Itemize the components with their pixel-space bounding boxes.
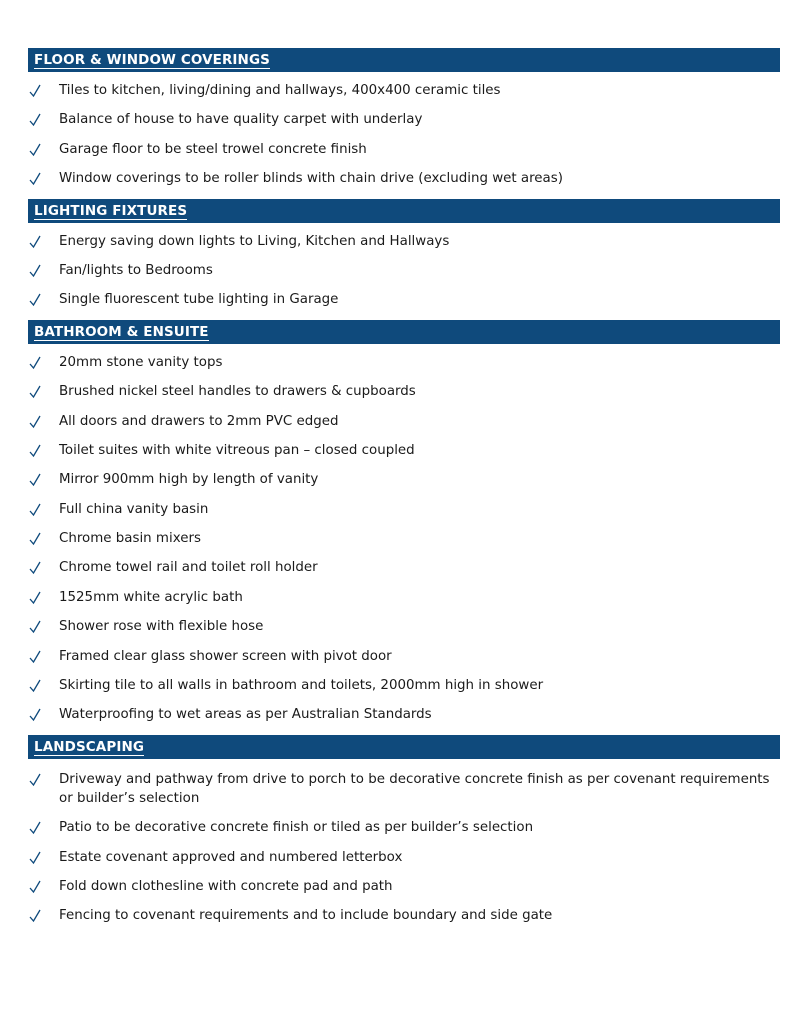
item-text: Estate covenant approved and numbered letterbox xyxy=(59,849,403,865)
check-icon xyxy=(28,141,42,157)
list-item xyxy=(28,412,780,431)
item-text: Tiles to kitchen, living/dining and hallways, 400x400 ceramic tiles xyxy=(59,83,501,98)
list-item xyxy=(28,588,780,607)
section-title: LANDSCAPING xyxy=(34,738,145,755)
list-item xyxy=(28,647,780,666)
check-icon xyxy=(28,262,42,278)
check-icon xyxy=(28,648,42,664)
list-item xyxy=(28,877,780,896)
check-icon xyxy=(28,383,42,399)
list-item xyxy=(28,353,780,372)
check-icon xyxy=(28,530,42,546)
check-icon xyxy=(28,233,42,249)
check-icon xyxy=(28,413,42,429)
check-icon xyxy=(28,849,42,865)
section-floor-window-coverings xyxy=(28,48,780,188)
check-icon xyxy=(28,589,42,605)
check-icon xyxy=(28,878,42,894)
section-lighting-fixtures xyxy=(28,199,780,310)
section-title: BATHROOM & ENSUITE xyxy=(34,323,209,340)
item-text: Mirror 900mm high by length of vanity xyxy=(59,472,319,488)
list-item xyxy=(28,169,780,188)
item-text: Fan/lights to Bedrooms xyxy=(59,262,213,278)
list-item xyxy=(28,770,780,808)
list-item xyxy=(28,290,780,309)
check-icon xyxy=(28,354,42,370)
list-item xyxy=(28,848,780,867)
list-item xyxy=(28,558,780,577)
item-text: Toilet suites with white vitreous pan – closed coupled xyxy=(59,442,415,458)
list-item xyxy=(28,470,780,489)
item-text: Waterproofing to wet areas as per Australian Standards xyxy=(59,707,432,723)
check-icon xyxy=(28,907,42,923)
item-text: Full china vanity basin xyxy=(59,501,209,517)
list-item xyxy=(28,705,780,724)
item-text: Skirting tile to all walls in bathroom and toilets, 2000mm high in shower xyxy=(59,678,544,694)
list-item xyxy=(28,529,780,548)
section-landscaping xyxy=(28,735,780,926)
item-text: All doors and drawers to 2mm PVC edged xyxy=(59,413,339,429)
check-icon xyxy=(28,82,42,98)
check-icon xyxy=(28,501,42,517)
item-text: Shower rose with flexible hose xyxy=(59,619,264,635)
item-text: Patio to be decorative concrete finish or tiled as per builder’s selection xyxy=(59,820,534,836)
item-text: Driveway and pathway from drive to porch to be decorative concrete finish as per covenant requirements or builder’s selection xyxy=(59,771,770,806)
list-item xyxy=(28,382,780,401)
check-icon xyxy=(28,471,42,487)
item-text: Fold down clothesline with concrete pad and path xyxy=(59,878,393,894)
list-item xyxy=(28,500,780,519)
check-icon xyxy=(28,559,42,575)
item-text: Single fluorescent tube lighting in Garage xyxy=(59,292,339,308)
list-item xyxy=(28,110,780,129)
section-title: FLOOR & WINDOW COVERINGS xyxy=(34,52,270,68)
item-list xyxy=(28,353,780,725)
list-item xyxy=(28,818,780,837)
list-item xyxy=(28,441,780,460)
item-text: Chrome towel rail and toilet roll holder xyxy=(59,560,318,576)
section-title: LIGHTING FIXTURES xyxy=(34,202,188,219)
section-header xyxy=(28,320,780,344)
check-icon xyxy=(28,170,42,186)
item-list xyxy=(28,81,780,188)
check-icon xyxy=(28,706,42,722)
item-list xyxy=(28,232,780,310)
check-icon xyxy=(28,618,42,634)
check-icon xyxy=(28,291,42,307)
check-icon xyxy=(28,677,42,693)
check-icon xyxy=(28,819,42,835)
item-text: 20mm stone vanity tops xyxy=(59,354,223,370)
item-list xyxy=(28,770,780,926)
item-text: Brushed nickel steel handles to drawers & cupboards xyxy=(59,384,416,400)
item-text: Energy saving down lights to Living, Kitchen and Hallways xyxy=(59,233,450,249)
item-text: Balance of house to have quality carpet with underlay xyxy=(59,112,423,128)
list-item xyxy=(28,232,780,251)
item-text: 1525mm white acrylic bath xyxy=(59,589,243,605)
item-text: Framed clear glass shower screen with pivot door xyxy=(59,648,392,664)
section-header xyxy=(28,199,780,223)
check-icon xyxy=(28,771,42,787)
list-item xyxy=(28,261,780,280)
item-text: Chrome basin mixers xyxy=(59,531,201,547)
item-text: Garage floor to be steel trowel concrete finish xyxy=(59,141,367,157)
list-item xyxy=(28,906,780,925)
list-item xyxy=(28,140,780,159)
section-header xyxy=(28,735,780,759)
check-icon xyxy=(28,442,42,458)
list-item xyxy=(28,676,780,695)
item-text: Window coverings to be roller blinds with chain drive (excluding wet areas) xyxy=(59,171,563,187)
specification-page xyxy=(28,48,780,936)
section-bathroom-ensuite xyxy=(28,320,780,725)
check-icon xyxy=(28,111,42,127)
list-item xyxy=(28,81,780,100)
section-header xyxy=(28,48,780,72)
list-item xyxy=(28,617,780,636)
item-text: Fencing to covenant requirements and to include boundary and side gate xyxy=(59,908,553,924)
